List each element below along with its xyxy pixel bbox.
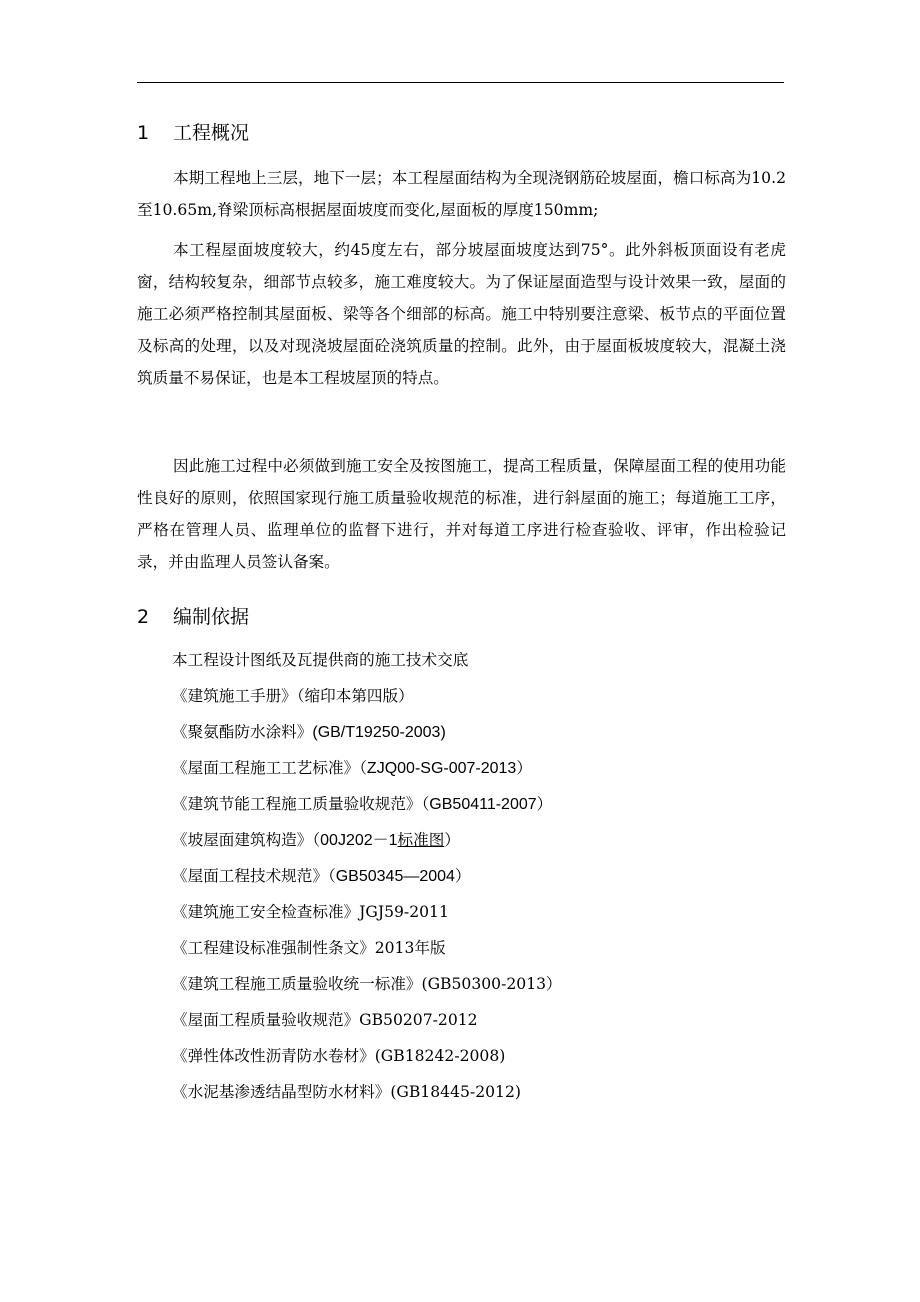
reference-item — [172, 753, 532, 783]
reference-item: 《建筑施工安全检查标准》JGJ59-2011 — [172, 903, 449, 921]
section-number: 1 — [137, 122, 150, 144]
reference-title: 《聚氨酯防水涂料》 — [172, 723, 313, 741]
reference-link-standard-drawing[interactable]: 标准图 — [397, 831, 445, 849]
reference-bracket: ） — [536, 795, 553, 813]
reference-code: (GB/T19250-2003) — [312, 724, 446, 741]
reference-item — [172, 717, 446, 747]
section-heading-2 — [137, 602, 249, 632]
paragraph-slope: 本工程屋面坡度较大，约45度左右，部分坡屋面坡度达到75°。此外斜板顶面设有老虎窗，结构较复杂，细部节点较多，施工难度较大。为了保证屋面造型与设计效果一致，屋面的施工必须严格控制其屋面板、梁等各个细部的标高。施工中特别要注意梁、板节点的平面位置及标高的处理，以及对现浇坡屋面砼浇筑质量的控制。此外，由于屋面板坡度较大，混凝土浇筑质量不易保证，也是本工程坡屋顶的特点。 — [137, 241, 786, 387]
reference-code: GB50411-2007 — [429, 796, 537, 813]
reference-bracket: ） — [516, 759, 532, 777]
reference-item: 《弹性体改性沥青防水卷材》(GB18242-2008) — [172, 1047, 506, 1065]
reference-code: ZJQ00-SG-007-2013 — [366, 760, 517, 777]
section-heading-1 — [137, 118, 249, 148]
header-rule — [137, 82, 784, 83]
reference-item: 《工程建设标准强制性条文》2013年版 — [172, 939, 446, 957]
reference-item — [172, 789, 552, 819]
reference-item: 《建筑工程施工质量验收统一标准》(GB50300-2013） — [172, 975, 562, 993]
section-title: 工程概况 — [173, 122, 250, 144]
reference-item — [172, 825, 460, 855]
paragraph-overview: 本期工程地上三层，地下一层；本工程屋面结构为全现浇钢筋砼坡屋面，檐口标高为10.2至10.65m,脊梁顶标高根据屋面坡度而变化,屋面板的厚度150mm; — [137, 169, 786, 219]
paragraph-principles: 因此施工过程中必须做到施工安全及按图施工，提高工程质量，保障屋面工程的使用功能性良好的原则，依照国家现行施工质量验收规范的标准，进行斜屋面的施工；每道施工工序，严格在管理人员、监理单位的监督下进行，并对每道工序进行检查验收、评审，作出检验记录，并由监理人员签认备案。 — [137, 457, 786, 571]
reference-code: 00J202－1 — [320, 832, 398, 849]
reference-code: GB50345—2004 — [335, 868, 455, 885]
reference-item: 《水泥基渗透结晶型防水材料》(GB18445-2012) — [172, 1083, 521, 1101]
section-number: 2 — [137, 606, 150, 628]
reference-title: 《建筑节能工程施工质量验收规范》（ — [172, 795, 430, 813]
reference-item: 《屋面工程质量验收规范》GB50207-2012 — [172, 1011, 478, 1029]
reference-bracket: ） — [444, 831, 460, 849]
reference-item: 《建筑施工手册》（缩印本第四版） — [172, 687, 414, 705]
reference-item — [172, 861, 471, 891]
reference-title: 《屋面工程施工工艺标准》（ — [172, 759, 367, 777]
reference-bracket: ） — [454, 867, 471, 885]
reference-title: 《屋面工程技术规范》（ — [172, 867, 336, 885]
reference-title: 《坡屋面建筑构造》（ — [172, 831, 321, 849]
reference-item: 本工程设计图纸及瓦提供商的施工技术交底 — [172, 651, 469, 669]
section-title: 编制依据 — [173, 606, 250, 628]
